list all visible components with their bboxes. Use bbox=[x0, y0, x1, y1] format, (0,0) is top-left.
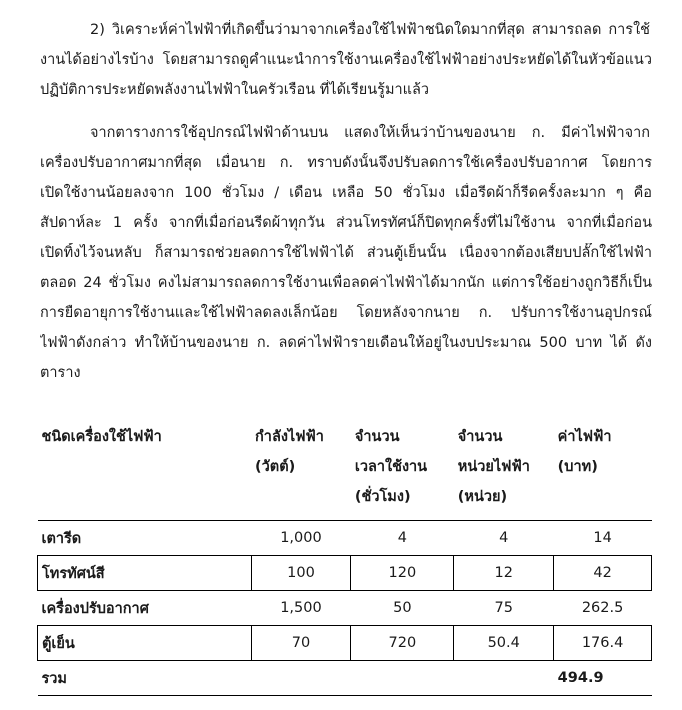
cell-empty bbox=[454, 661, 554, 696]
header-hours-line-2: เวลาใช้งาน bbox=[354, 459, 428, 475]
header-hours-line-3: (ชั่วโมง) bbox=[354, 489, 411, 505]
header-hours-line-1: จำนวน bbox=[354, 429, 400, 445]
appliance-usage-table bbox=[37, 414, 652, 696]
header-units-line-1: จำนวน bbox=[457, 429, 503, 445]
cell-cost: 14 bbox=[593, 530, 612, 546]
header-units-line-2: หน่วยไฟฟ้า bbox=[457, 459, 530, 475]
header-power bbox=[251, 414, 351, 521]
cell-appliance-name: ตู้เย็น bbox=[38, 626, 252, 661]
cell-units: 12 bbox=[454, 556, 554, 591]
cell-units: 50.4 bbox=[454, 626, 554, 661]
header-hours bbox=[351, 414, 454, 521]
table-row bbox=[38, 521, 652, 556]
cell-total-cost: 494.9 bbox=[554, 661, 652, 696]
header-units bbox=[454, 414, 554, 521]
table-row bbox=[38, 626, 652, 661]
paragraph-2-line-2: เครื่องปรับอากาศมากที่สุด เมื่อนาย ก. ทราบดังนั้นจึงปรับลดการใช้เครื่องปรับอากาศ โดยการ bbox=[40, 155, 652, 171]
cell-empty bbox=[351, 661, 454, 696]
paragraph-2-line-3: เปิดใช้งานน้อยลงจาก 100 ชั่วโมง / เดือน เหลือ 50 ชั่วโมง เมื่อรีดผ้าก็รีดครั้งละมาก ๆ คือ bbox=[40, 185, 652, 201]
paragraph-1-line-2: งานได้อย่างไรบ้าง โดยสามารถดูคำแนะนำการใช้งานเครื่องใช้ไฟฟ้าอย่างประหยัดได้ในหัวข้อแนว bbox=[40, 52, 652, 68]
cell-power: 70 bbox=[251, 626, 351, 661]
paragraph-2-line-8: ไฟฟ้าดังกล่าว ทำให้บ้านของนาย ก. ลดค่าไฟฟ้ารายเดือนให้อยู่ในงบประมาณ 500 บาท ได้ ดัง bbox=[40, 335, 652, 351]
cell-empty bbox=[251, 661, 351, 696]
table-total-row bbox=[38, 661, 652, 696]
cell-hours: 120 bbox=[351, 556, 454, 591]
cell-appliance-name: เตารีด bbox=[41, 530, 82, 547]
table-row bbox=[38, 556, 652, 591]
header-power-line-1: กำลังไฟฟ้า bbox=[255, 429, 324, 445]
cell-power: 1,500 bbox=[280, 600, 322, 616]
header-appliance-type-label: ชนิดเครื่องใช้ไฟฟ้า bbox=[41, 429, 162, 445]
header-appliance-type bbox=[38, 414, 252, 521]
cell-cost: 262.5 bbox=[581, 600, 624, 616]
cell-hours: 4 bbox=[397, 530, 407, 546]
table-header-row bbox=[38, 414, 652, 521]
paragraph-2-line-1: จากตารางการใช้อุปกรณ์ไฟฟ้าด้านบน แสดงให้เห็นว่าบ้านของนาย ก. มีค่าไฟฟ้าจาก bbox=[90, 125, 650, 141]
header-cost-line-2: (บาท) bbox=[557, 459, 598, 475]
paragraph-1-line-1: 2) วิเคราะห์ค่าไฟฟ้าที่เกิดขึ้นว่ามาจากเครื่องใช้ไฟฟ้าชนิดใดมากที่สุด สามารถลด การใช้ bbox=[90, 22, 650, 38]
cell-hours: 50 bbox=[393, 600, 412, 616]
paragraph-1-line-3: ปฏิบัติการประหยัดพลังงานไฟฟ้าในครัวเรือน ที่ได้เรียนรู้มาแล้ว bbox=[40, 82, 430, 98]
paragraph-2-line-7: การยืดอายุการใช้งานและใช้ไฟฟ้าลดลงเล็กน้อย โดยหลังจากนาย ก. ปรับการใช้งานอุปกรณ์ bbox=[40, 305, 652, 321]
header-cost-line-1: ค่าไฟฟ้า bbox=[557, 429, 612, 445]
paragraph-2-line-6: ตลอด 24 ชั่วโมง คงไม่สามารถลดการใช้งานเพื่อลดค่าไฟฟ้าได้มากนัก แต่การใช้อย่างถูกวิธีก็เป็น bbox=[40, 275, 652, 291]
cell-power: 100 bbox=[251, 556, 351, 591]
paragraph-2-line-9: ตาราง bbox=[40, 365, 81, 381]
cell-appliance-name: เครื่องปรับอากาศ bbox=[41, 600, 149, 617]
header-power-line-2: (วัตต์) bbox=[255, 459, 296, 475]
header-cost bbox=[554, 414, 652, 521]
cell-cost: 176.4 bbox=[554, 626, 652, 661]
paragraph-2-line-4: สัปดาห์ละ 1 ครั้ง จากที่เมื่อก่อนรีดผ้าทุกวัน ส่วนโทรทัศน์ก็ปิดทุกครั้งที่ไม่ใช้งาน จากที่เมื่อก่อน bbox=[40, 215, 652, 231]
cell-power: 1,000 bbox=[280, 530, 322, 546]
header-units-line-3: (หน่วย) bbox=[457, 489, 508, 505]
paragraph-2-line-5: เปิดทิ้งไว้จนหลับ ก็สามารถช่วยลดการใช้ไฟฟ้าได้ ส่วนตู้เย็นนั้น เนื่องจากต้องเสียบปลั๊กใช้ไฟฟ้า bbox=[40, 245, 652, 261]
cell-units: 75 bbox=[494, 600, 513, 616]
cell-hours: 720 bbox=[351, 626, 454, 661]
cell-cost: 42 bbox=[554, 556, 652, 591]
cell-total-label: รวม bbox=[38, 661, 252, 696]
cell-units: 4 bbox=[499, 530, 509, 546]
table-row bbox=[38, 591, 652, 626]
cell-appliance-name: โทรทัศน์สี bbox=[38, 556, 252, 591]
